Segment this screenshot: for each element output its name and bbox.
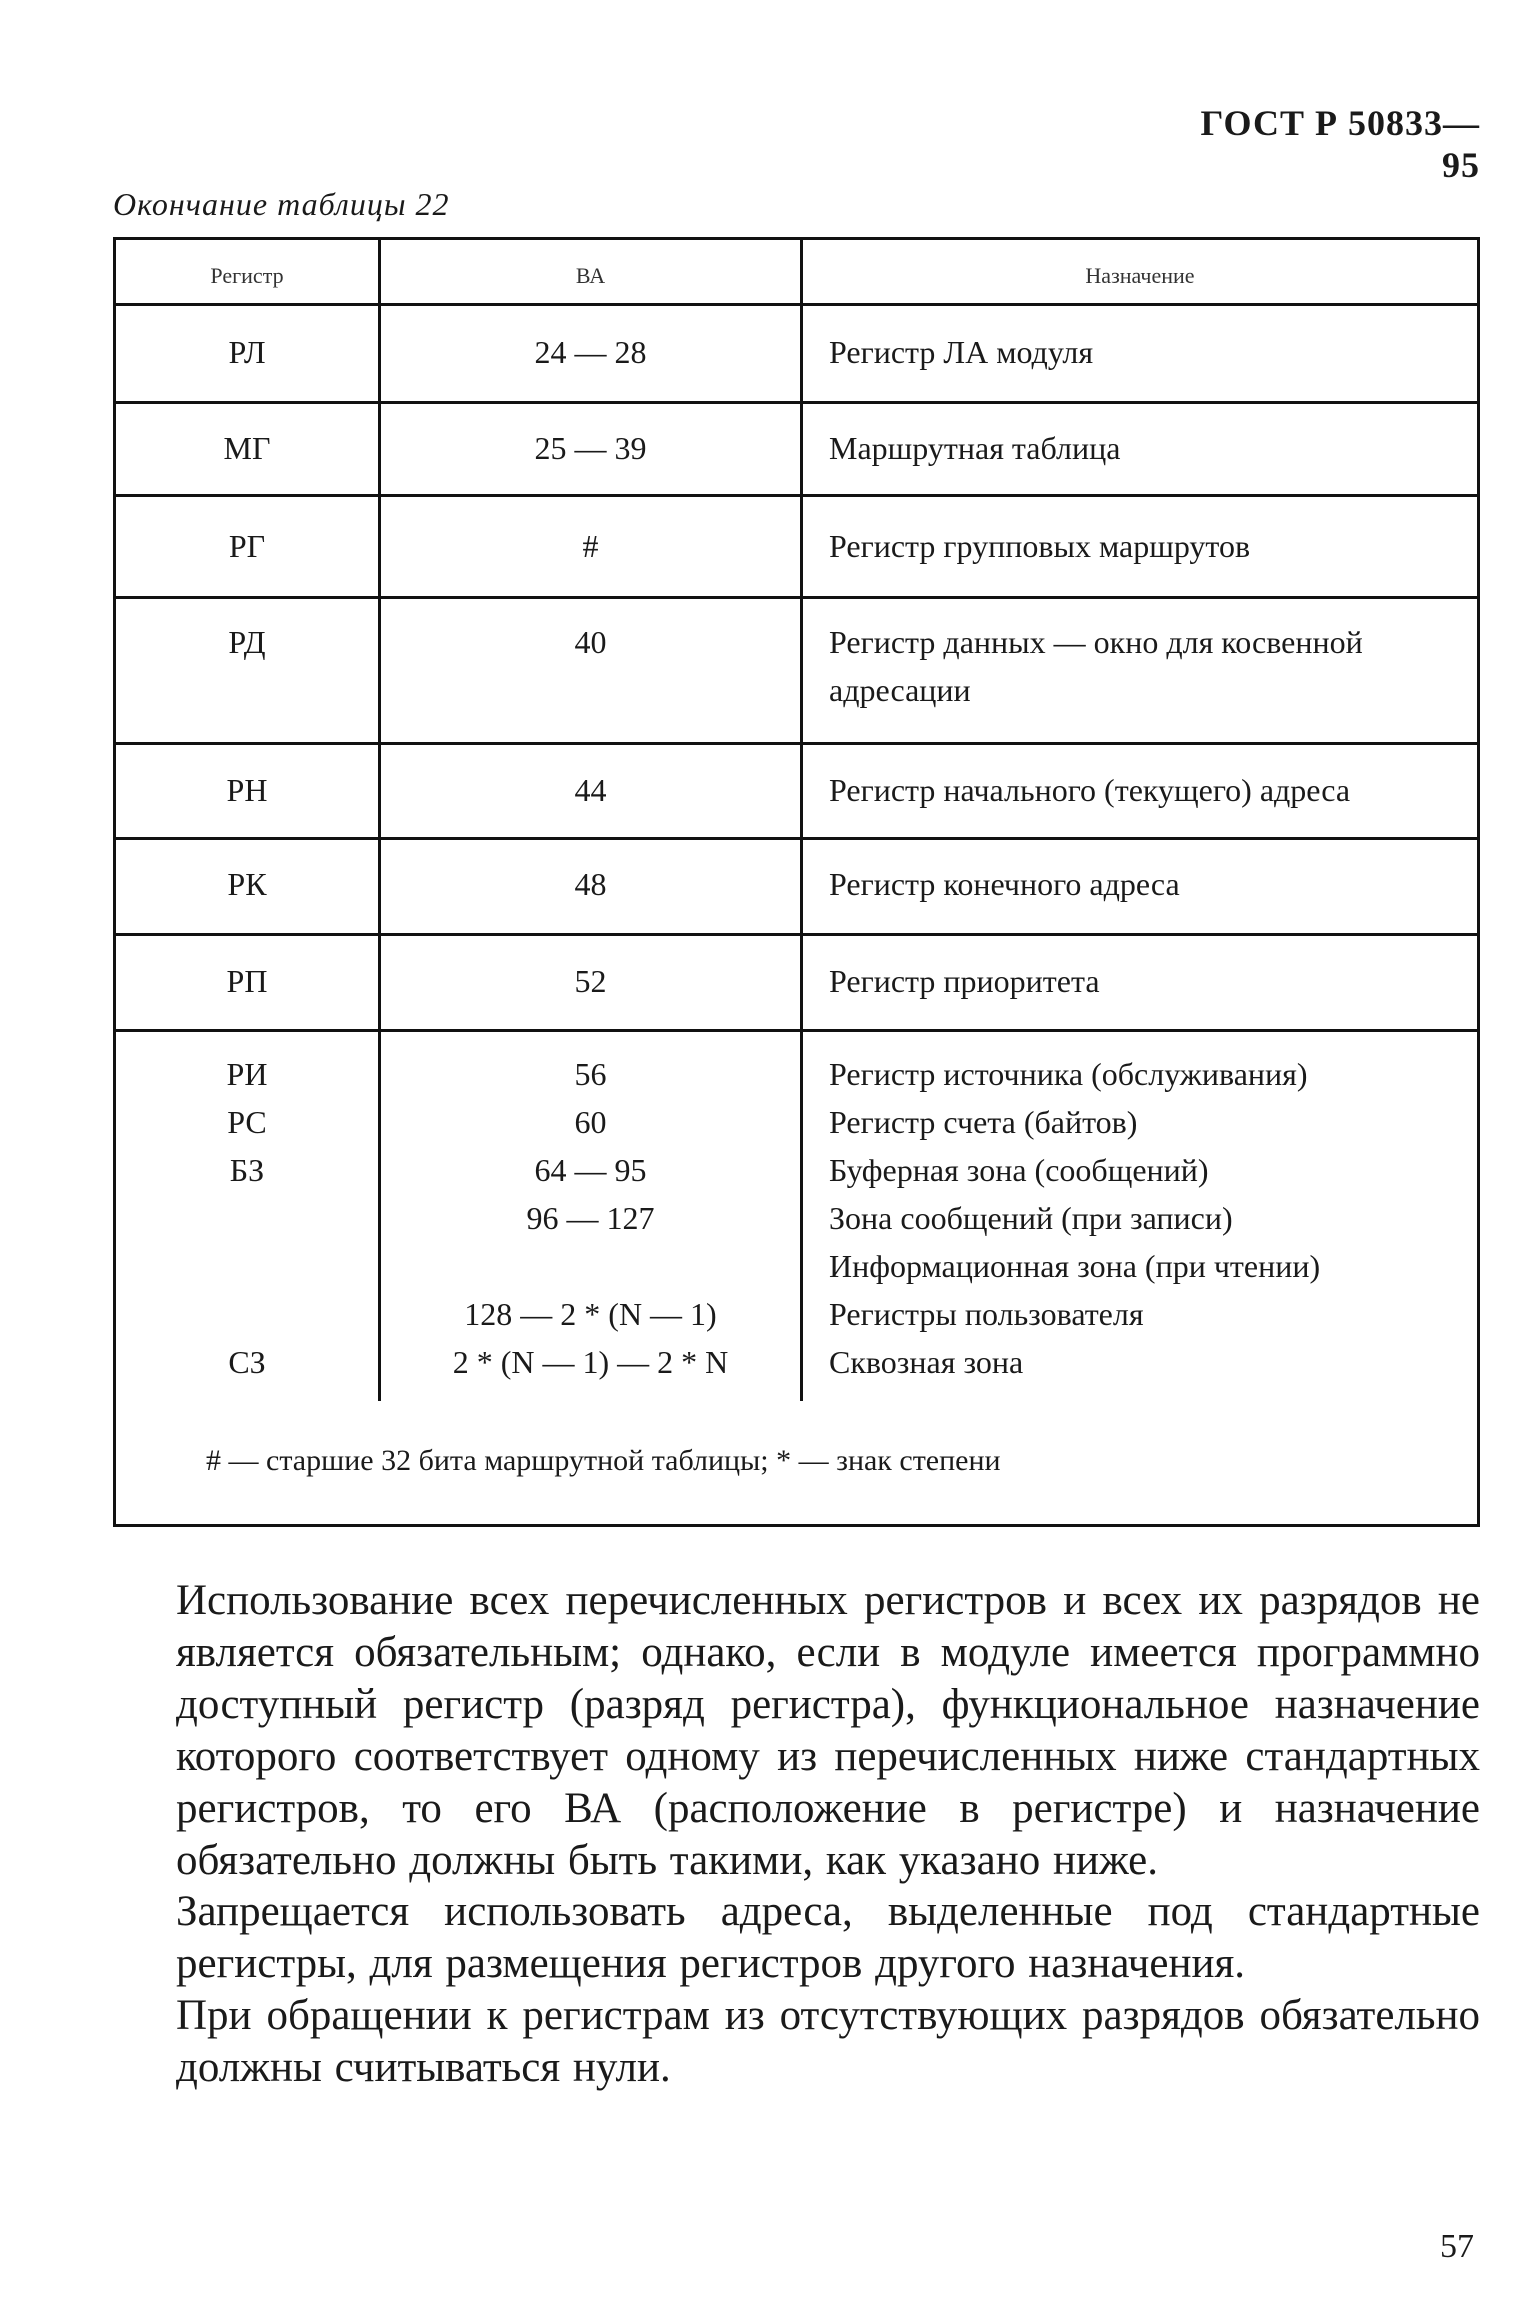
table-cell-register: [116, 1290, 378, 1338]
table-cell-address: 52: [574, 963, 607, 999]
table-cell-purpose: Регистр приоритета: [829, 963, 1100, 999]
column-divider: [800, 240, 803, 1401]
registers-table: [113, 237, 1480, 1527]
table-cell-register: СЗ: [228, 1344, 266, 1380]
row-divider: [116, 494, 1477, 497]
table-cell-address: #: [582, 528, 599, 564]
table-cell-purpose: Регистр данных — окно для косвенной адресации: [829, 624, 1363, 708]
table-cell-register: БЗ: [229, 1152, 265, 1188]
row-divider: [116, 933, 1477, 936]
table-cell-purpose: Регистр начального (текущего) адреса: [829, 772, 1351, 808]
row-divider: [116, 1029, 1477, 1032]
column-header: ВА: [575, 263, 606, 288]
table-cell-purpose: Регистр счета (байтов): [829, 1104, 1138, 1140]
table-cell-register: РЛ: [228, 334, 266, 370]
row-divider: [116, 401, 1477, 404]
table-footnote: # — старшие 32 бита маршрутной таблицы; * — знак степени: [206, 1444, 1001, 1477]
body-paragraph: Использование всех перечисленных регистров и всех их разрядов не является обязательным; однако, если в модуле имеется программно доступный регистр (разряд регистра), функциональное назначение которого соответствует одному из перечисленных ниже стандартных регистров, то его ВА (расположение в регистре) и назначение обязательно должны быть такими, как указано ниже.: [176, 1577, 1480, 1884]
table-cell-register: РК: [227, 866, 267, 902]
table-cell-register: [116, 1194, 378, 1242]
table-cell-purpose: Регистры пользователя: [829, 1296, 1144, 1332]
table-cell-register: РП: [226, 963, 268, 999]
table-cell-purpose: Регистр ЛА модуля: [829, 334, 1094, 370]
table-group-addresses: [381, 1050, 800, 1386]
table-cell-address: 2 * (N — 1) — 2 * N: [452, 1344, 729, 1380]
table-cell-address: 56: [574, 1056, 607, 1092]
table-cell-register: РС: [227, 1104, 267, 1140]
row-divider: [116, 303, 1477, 306]
page-number: 57: [1440, 2228, 1474, 2265]
table-cell-purpose: Информационная зона (при чтении): [829, 1248, 1321, 1284]
table-cell-purpose: Зона сообщений (при записи): [829, 1200, 1233, 1236]
table-cell-purpose: Сквозная зона: [829, 1344, 1024, 1380]
table-cell-register: МГ: [223, 430, 271, 466]
row-divider: [116, 837, 1477, 840]
table-cell-address: 60: [574, 1104, 607, 1140]
column-header: Регистр: [210, 263, 284, 288]
table-cell-address: 25 — 39: [534, 430, 647, 466]
table-cell-register: РГ: [228, 528, 266, 564]
table-cell-address: 24 — 28: [534, 334, 647, 370]
table-cell-address: 48: [574, 866, 607, 902]
table-cell-address: 64 — 95: [534, 1152, 647, 1188]
body-paragraph: Запрещается использовать адреса, выделенные под стандартные регистры, для размещения регистров другого назначения.: [176, 1888, 1480, 1987]
table-cell-purpose: Буферная зона (сообщений): [829, 1152, 1209, 1188]
row-divider: [116, 742, 1477, 745]
table-cell-address: 128 — 2 * (N — 1): [464, 1296, 717, 1332]
table-cell-purpose: Регистр источника (обслуживания): [829, 1056, 1308, 1092]
row-divider: [116, 596, 1477, 599]
column-header: Назначение: [1085, 263, 1195, 288]
table-cell-register: РН: [226, 772, 268, 808]
table-cell-address: 44: [574, 772, 607, 808]
table-cell-address: [381, 1242, 800, 1290]
table-cell-register: РД: [228, 624, 266, 660]
table-cell-register: [116, 1242, 378, 1290]
table-group-registers: [116, 1050, 378, 1386]
table-group-purposes: [829, 1050, 1320, 1386]
table-caption: Окончание таблицы 22: [113, 186, 450, 222]
body-paragraph: При обращении к регистрам из отсутствующих разрядов обязательно должны считываться нули.: [176, 1992, 1480, 2091]
table-cell-address: 40: [574, 624, 607, 660]
standard-code: ГОСТ Р 50833—95: [1200, 103, 1480, 185]
table-cell-purpose: Маршрутная таблица: [829, 430, 1121, 466]
table-cell-address: 96 — 127: [526, 1200, 655, 1236]
table-cell-purpose: Регистр групповых маршрутов: [829, 528, 1251, 564]
table-cell-purpose: Регистр конечного адреса: [829, 866, 1180, 902]
table-cell-register: РИ: [226, 1056, 268, 1092]
